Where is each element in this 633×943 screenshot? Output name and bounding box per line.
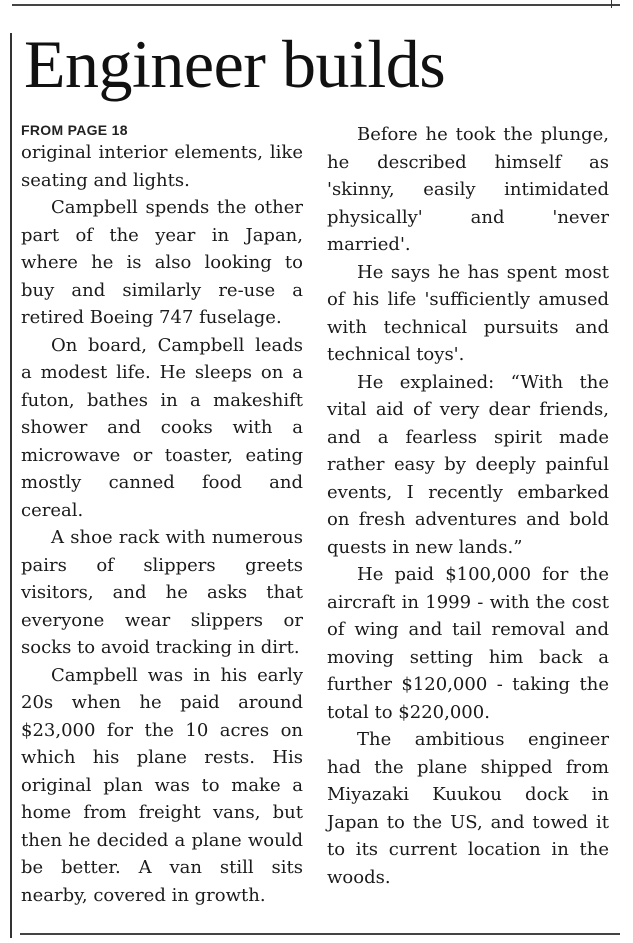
article-column-left [21, 121, 303, 909]
paragraph: Campbell was in his early 20s when he paid around $23,000 for the 10 acres on which his plane rests. His original plan was to make a home from freight vans, but then he decided a plane would be better. A van still sits nearby, covered in growth. [21, 664, 303, 906]
paragraph: Campbell spends the other part of the year in Japan, where he is also looking to buy and similarly re-use a retired Boeing 747 fuselage. [21, 197, 303, 328]
bottom-rule [20, 933, 620, 935]
left-column-rule [10, 33, 12, 938]
headline: Engineer builds [24, 26, 446, 102]
paragraph: On board, Campbell leads a modest life. He sleeps on a futon, bathes in a makeshift shower and cooks with a microwave or toaster, eating mostly canned food and cereal. [21, 334, 303, 521]
article-column-right [327, 121, 609, 891]
top-rule [12, 4, 620, 6]
paragraph: Before he took the plunge, he described himself as 'skinny, easily intimidated physically' and 'never married'. [327, 124, 609, 255]
paragraph: A shoe rack with numerous pairs of slippers greets visitors, and he asks that everyone wear slippers or socks to avoid tracking in dirt. [21, 527, 303, 658]
paragraph: He says he has spent most of his life 'sufficiently amused with technical pursuits and technical toys'. [327, 261, 609, 365]
paragraph: The ambitious engineer had the plane shipped from Miyazaki Kuukou dock in Japan to the US, and towed it to its current location in the woods. [327, 729, 609, 888]
paragraph: original interior elements, like seating and lights. [21, 142, 303, 191]
paragraph: He paid $100,000 for the aircraft in 1999 - with the cost of wing and tail removal and moving setting him back a further $120,000 - taking the total to $220,000. [327, 564, 609, 723]
right-edge-rule [611, 0, 612, 8]
paragraph: He explained: “With the vital aid of very dear friends, and a fearless spirit made rather easy by deeply painful events, I recently embarked on fresh adventures and bold quests in new lands.” [327, 371, 609, 558]
continued-from-label: FROM PAGE 18 [21, 122, 128, 138]
